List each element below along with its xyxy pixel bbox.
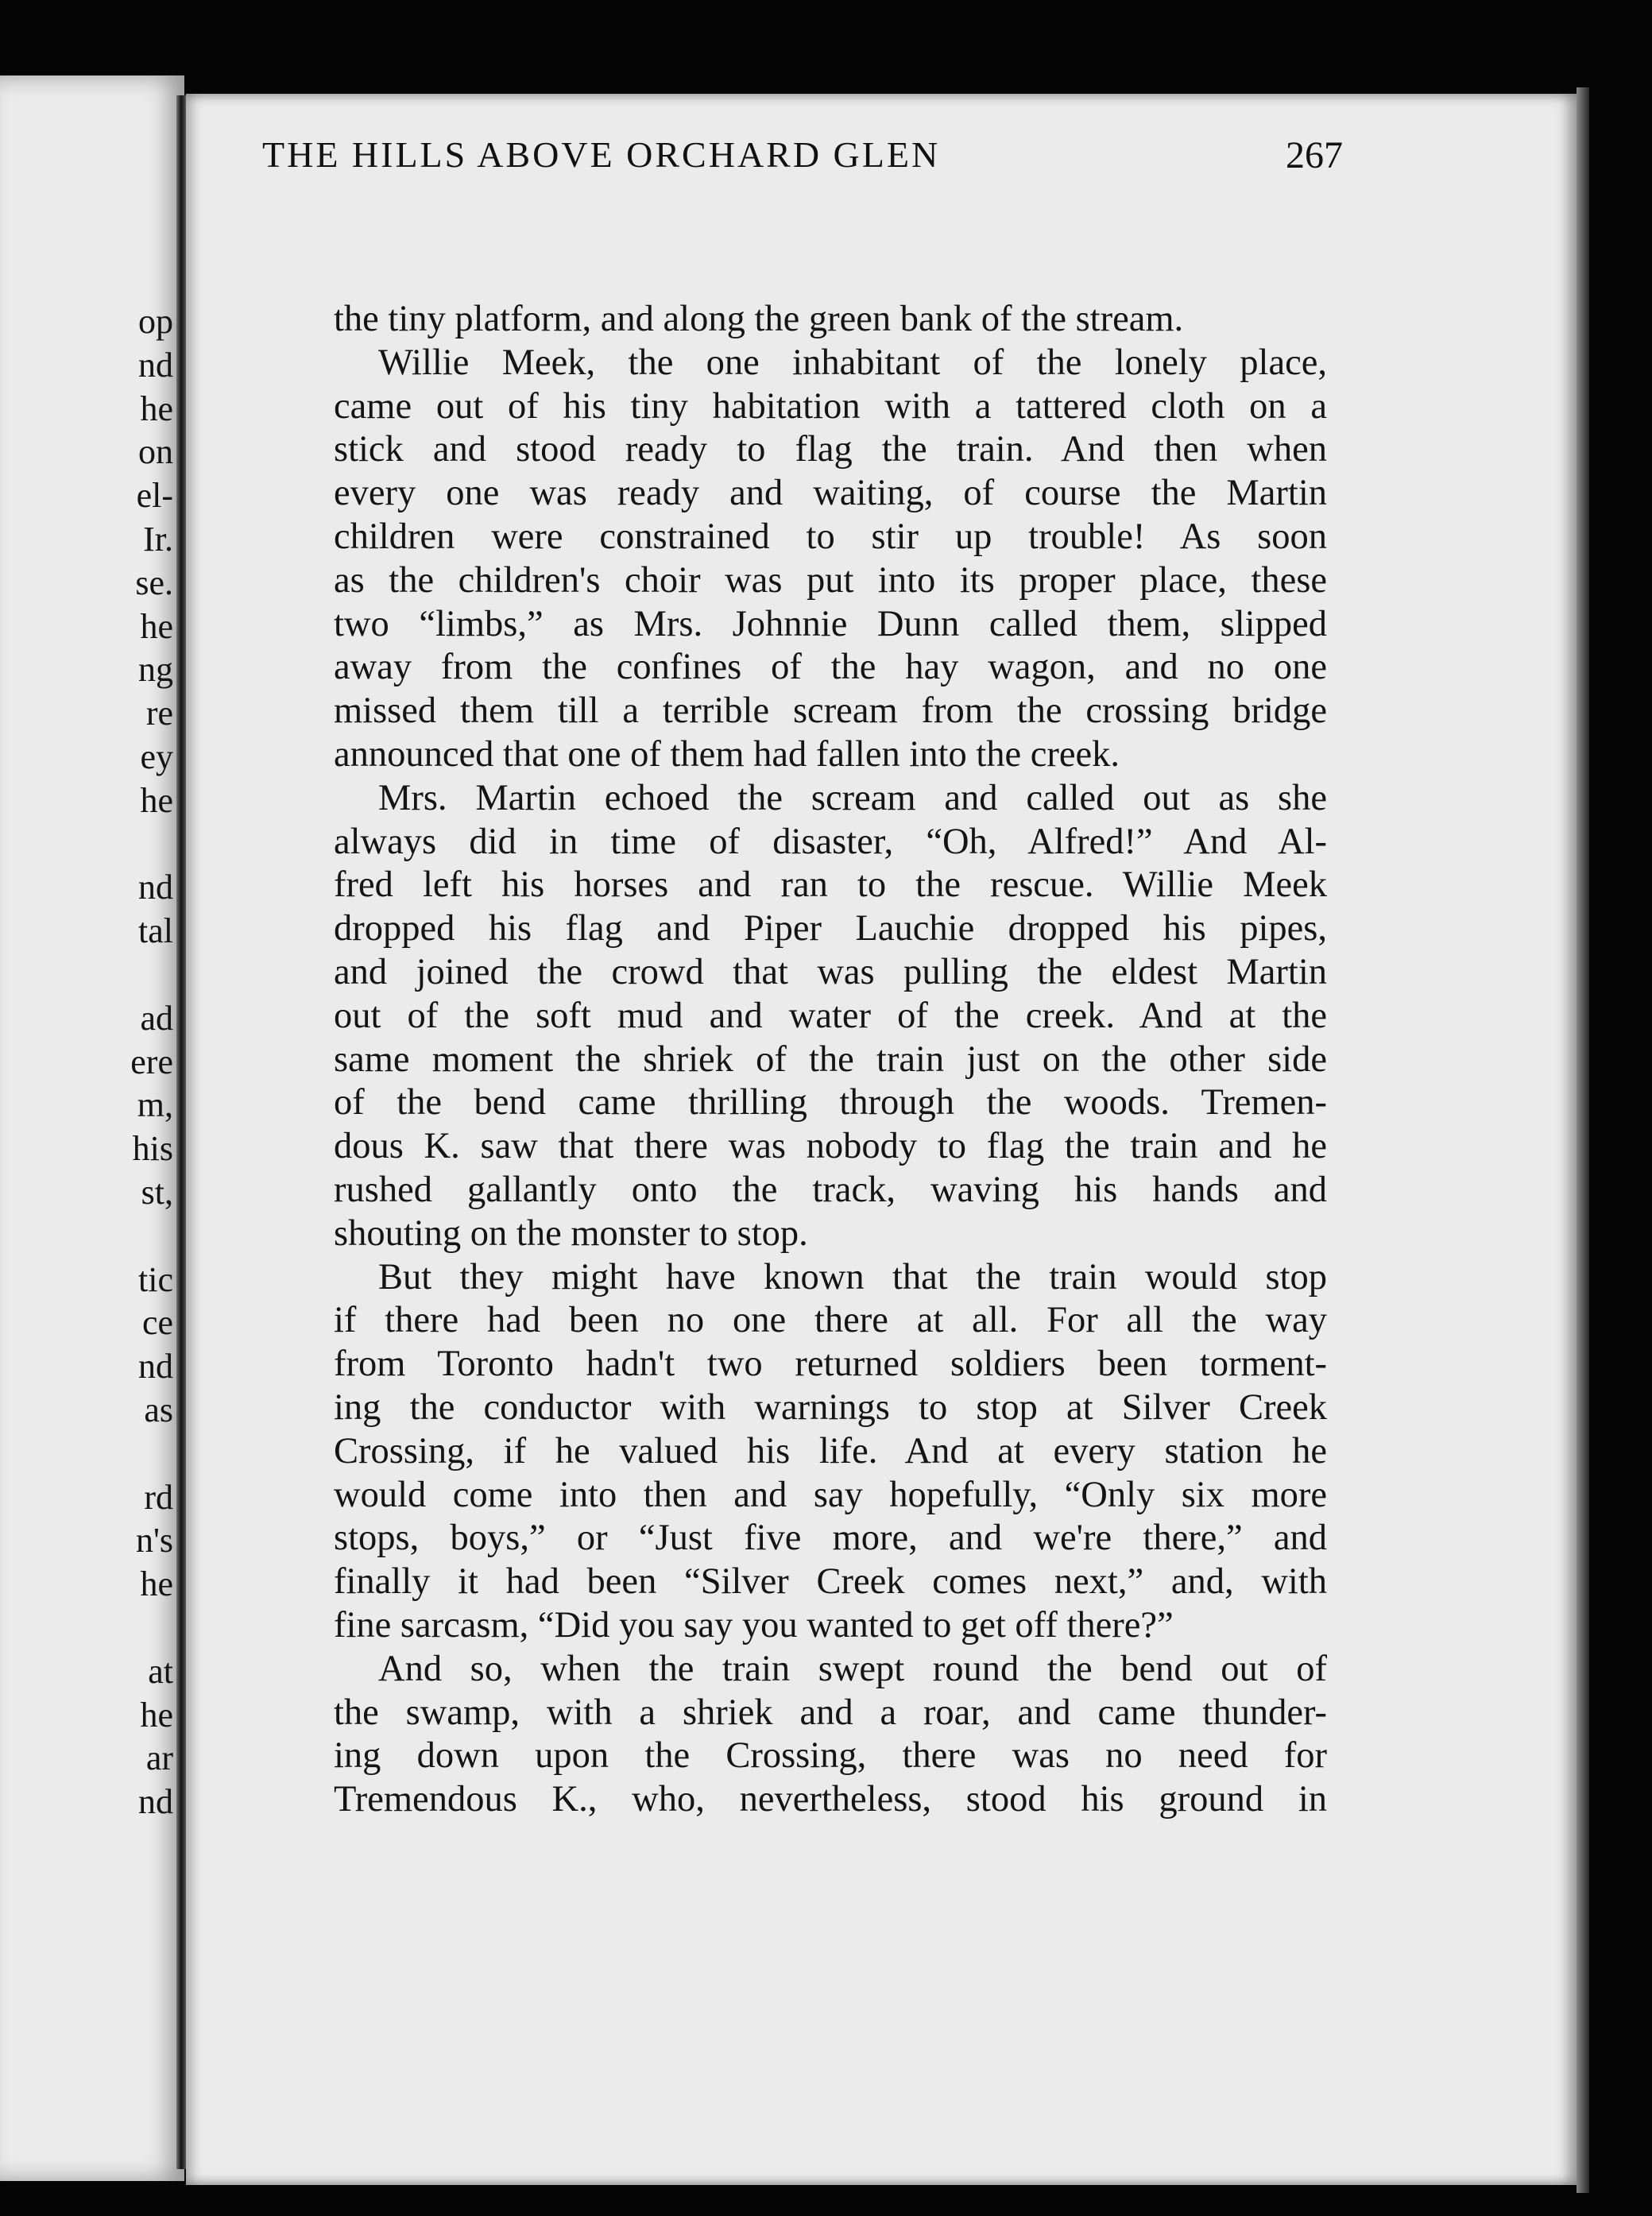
left-page-fragment: n's <box>135 1521 173 1560</box>
text-line: came out of his tiny habitation with a tattered cloth on a <box>334 385 1327 427</box>
text-line: shouting on the monster to stop. <box>334 1212 808 1254</box>
left-page-fragment: he <box>140 389 173 428</box>
text-line: two “limbs,” as Mrs. Johnnie Dunn called them, slipped <box>334 603 1327 644</box>
left-page-fragment: at <box>148 1651 173 1691</box>
text-line: fine sarcasm, “Did you say you wanted to get off there?” <box>334 1604 1174 1646</box>
text-line: children were constrained to stir up trouble! As soon <box>334 516 1327 557</box>
left-page-fragment: el- <box>136 476 173 516</box>
body-text <box>334 298 1327 1822</box>
left-page-fragment: he <box>140 780 173 820</box>
left-page-fragment: nd <box>138 345 173 385</box>
text-line: announced that one of them had fallen into the creek. <box>334 733 1120 775</box>
left-page-fragment: tal <box>138 911 173 951</box>
text-line: But they might have known that the train would stop <box>378 1256 1327 1298</box>
left-page-fragment: he <box>140 1695 173 1735</box>
text-line: the tiny platform, and along the green bank of the stream. <box>334 299 1184 339</box>
text-line: stops, boys,” or “Just five more, and we're there,” and <box>334 1518 1327 1559</box>
left-page-fragment: tic <box>138 1259 173 1299</box>
paragraph <box>334 777 1327 1256</box>
text-line: ing down upon the Crossing, there was no need for <box>334 1735 1327 1777</box>
book-gutter <box>176 95 186 2169</box>
left-page-fragment: ad <box>140 998 173 1038</box>
text-line: as the children's choir was put into its proper place, these <box>334 559 1327 601</box>
text-line: finally it had been “Silver Creek comes next,” and, with <box>334 1561 1327 1603</box>
text-line: fred left his horses and ran to the rescue. Willie Meek <box>334 864 1327 906</box>
text-line: the swamp, with a shriek and a roar, and came thunder- <box>334 1692 1327 1733</box>
text-line: from Toronto hadn't two returned soldiers been torment- <box>334 1344 1327 1385</box>
text-line: Crossing, if he valued his life. And at every station he <box>334 1430 1327 1472</box>
text-line: and joined the crowd that was pulling the eldest Martin <box>334 951 1327 992</box>
left-page-fragment: ey <box>140 737 173 776</box>
left-page-fragment: m, <box>137 1085 173 1125</box>
text-line: out of the soft mud and water of the creek. And at the <box>334 995 1327 1036</box>
left-page-fragment: st, <box>141 1173 173 1212</box>
left-page-fragment: Ir. <box>143 520 173 559</box>
paragraph <box>334 1256 1327 1648</box>
left-page-fragment: nd <box>138 868 173 907</box>
left-page-fragment: nd <box>138 1782 173 1822</box>
text-line: stick and stood ready to flag the train. And then when <box>334 429 1327 470</box>
left-page-fragment: nd <box>138 1347 173 1386</box>
page-edge-shadow <box>1577 87 1589 2193</box>
text-line: would come into then and say hopefully, “Only six more <box>334 1474 1327 1515</box>
text-line: of the bend came thrilling through the woods. Tremen- <box>334 1082 1327 1123</box>
left-page-fragment: as <box>144 1390 173 1429</box>
left-page-fragment: ere <box>130 1042 173 1081</box>
text-line: ing the conductor with warnings to stop at Silver Creek <box>334 1386 1327 1428</box>
left-page-fragment: his <box>132 1129 173 1169</box>
text-line: same moment the shriek of the train just on the other side <box>334 1038 1327 1080</box>
paragraph <box>334 342 1327 777</box>
running-title: THE HILLS ABOVE ORCHARD GLEN <box>262 134 941 175</box>
left-page-fragment: se. <box>135 563 173 602</box>
left-page <box>0 75 184 2181</box>
text-line: always did in time of disaster, “Oh, Alfred!” And Al- <box>334 821 1327 862</box>
text-line: Tremendous K., who, nevertheless, stood his ground in <box>334 1779 1327 1820</box>
text-line: rushed gallantly onto the track, waving his hands and <box>334 1169 1327 1210</box>
left-page-fragment: re <box>145 694 173 733</box>
text-line: And so, when the train swept round the bend out of <box>378 1648 1327 1689</box>
text-line: missed them till a terrible scream from the crossing bridge <box>334 690 1327 732</box>
left-page-fragment: he <box>140 1564 173 1604</box>
paragraph <box>334 1648 1327 1822</box>
left-page-fragment: he <box>140 606 173 646</box>
text-line: Willie Meek, the one inhabitant of the lonely place, <box>378 342 1327 383</box>
text-line: dropped his flag and Piper Lauchie dropped his pipes, <box>334 908 1327 949</box>
text-line: if there had been no one there at all. For all the way <box>334 1300 1327 1341</box>
left-page-fragment: ng <box>138 650 173 690</box>
text-line: every one was ready and waiting, of course the Martin <box>334 473 1327 514</box>
left-page-fragment: on <box>138 432 173 472</box>
text-line: away from the confines of the hay wagon, and no one <box>334 647 1327 688</box>
left-page-fragment: ar <box>145 1738 173 1778</box>
page-number: 267 <box>1286 134 1343 176</box>
text-line: Mrs. Martin echoed the scream and called out as she <box>378 777 1327 818</box>
paragraph <box>334 298 1327 342</box>
left-page-fragment: ce <box>141 1303 173 1343</box>
left-page-fragment: rd <box>144 1477 173 1517</box>
text-line: dous K. saw that there was nobody to flag the train and he <box>334 1126 1327 1167</box>
left-page-fragment: op <box>138 302 173 341</box>
